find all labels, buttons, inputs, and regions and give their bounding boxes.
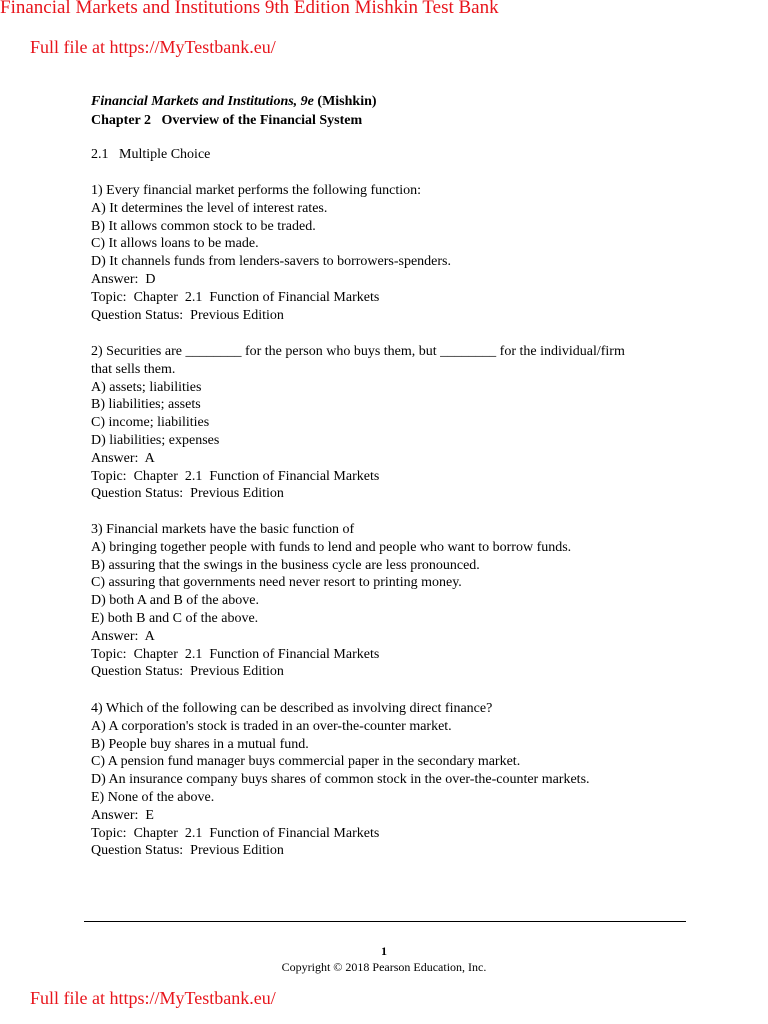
question-line: Question Status: Previous Edition [91, 486, 284, 502]
question-4 [91, 700, 590, 860]
question-line: that sells them. [91, 361, 176, 377]
question-line: 3) Financial markets have the basic function of [91, 522, 355, 537]
chapter-title: Chapter 2 Overview of the Financial System [91, 113, 363, 128]
question-line: Topic: Chapter 2.1 Function of Financial Markets [91, 825, 380, 841]
document-header [91, 92, 377, 130]
question-line: A) bringing together people with funds to lend and people who want to borrow funds. [91, 539, 572, 555]
question-line: Topic: Chapter 2.1 Function of Financial Markets [91, 646, 380, 662]
question-line: B) People buy shares in a mutual fund. [91, 736, 309, 752]
question-line: A) It determines the level of interest rates. [91, 200, 328, 216]
question-line: 4) Which of the following can be described as involving direct finance? [91, 701, 493, 716]
book-title: Financial Markets and Institutions, 9e [91, 94, 314, 109]
page-number: 1 [381, 944, 387, 958]
question-line: 1) Every financial market performs the following function: [91, 183, 422, 198]
download-link-top[interactable]: Full file at https://MyTestbank.eu/ [30, 37, 276, 57]
question-line: Topic: Chapter 2.1 Function of Financial Markets [91, 289, 380, 305]
question-line: D) An insurance company buys shares of common stock in the over-the-counter markets. [91, 772, 590, 788]
question-line: 2) Securities are ________ for the person who buys them, but ________ for the individual/firm [91, 344, 625, 359]
question-1 [91, 182, 451, 324]
question-line: B) assuring that the swings in the business cycle are less pronounced. [91, 557, 480, 573]
question-line: Answer: A [91, 450, 155, 466]
question-line: Answer: E [91, 807, 154, 823]
question-line: Question Status: Previous Edition [91, 664, 284, 680]
question-line: B) It allows common stock to be traded. [91, 218, 316, 234]
question-3 [91, 521, 571, 681]
book-author: (Mishkin) [313, 94, 377, 109]
section-heading: 2.1 Multiple Choice [91, 147, 211, 162]
banner-title: Financial Markets and Institutions 9th Edition Mishkin Test Bank [0, 0, 499, 18]
question-line: D) liabilities; expenses [91, 432, 220, 448]
question-line: B) liabilities; assets [91, 397, 201, 413]
question-line: Answer: D [91, 271, 156, 287]
question-line: D) It channels funds from lenders-savers to borrowers-spenders. [91, 254, 452, 270]
download-link-bottom[interactable]: Full file at https://MyTestbank.eu/ [30, 988, 276, 1008]
question-line: D) both A and B of the above. [91, 593, 259, 609]
question-line: C) income; liabilities [91, 415, 210, 431]
footer-divider [84, 921, 686, 922]
question-line: Topic: Chapter 2.1 Function of Financial Markets [91, 468, 380, 484]
question-2 [91, 343, 625, 503]
question-line: Question Status: Previous Edition [91, 307, 284, 323]
question-line: E) both B and C of the above. [91, 610, 259, 626]
question-line: C) A pension fund manager buys commercial paper in the secondary market. [91, 754, 521, 770]
question-line: C) It allows loans to be made. [91, 236, 259, 252]
book-title-line [91, 92, 377, 111]
copyright-notice: Copyright © 2018 Pearson Education, Inc. [281, 960, 487, 974]
question-line: A) assets; liabilities [91, 379, 202, 395]
question-line: Question Status: Previous Edition [91, 843, 284, 859]
question-line: E) None of the above. [91, 789, 215, 805]
question-line: Answer: A [91, 628, 155, 644]
question-line: C) assuring that governments need never resort to printing money. [91, 575, 462, 591]
question-line: A) A corporation's stock is traded in an over-the-counter market. [91, 718, 452, 734]
